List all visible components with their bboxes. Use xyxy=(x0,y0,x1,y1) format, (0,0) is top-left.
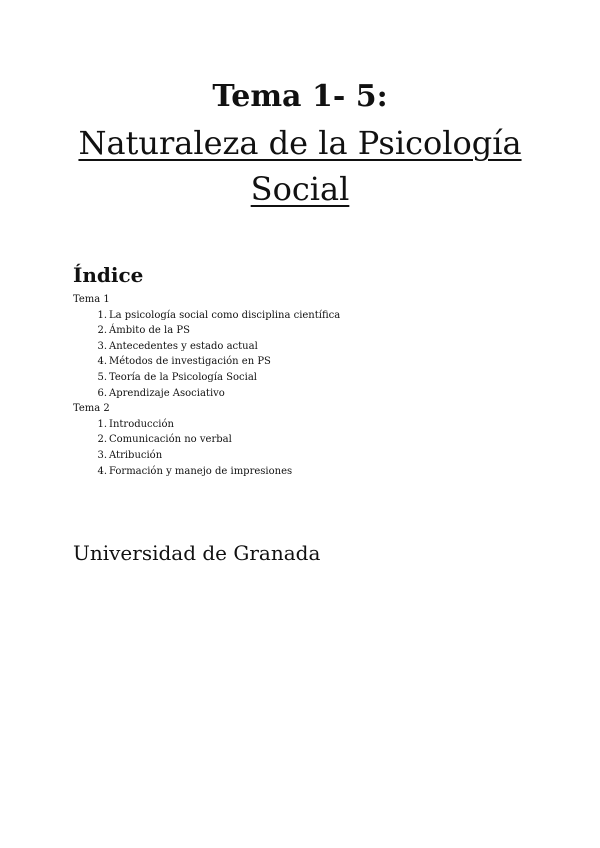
list-item xyxy=(73,323,533,339)
list-item xyxy=(73,386,533,402)
list-item xyxy=(73,308,533,324)
list-item xyxy=(73,370,533,386)
item-text: Formación y manejo de impresiones xyxy=(109,465,293,477)
table-of-contents xyxy=(73,292,533,479)
list-item xyxy=(73,448,533,464)
section-label-tema-2: Tema 2 xyxy=(73,403,110,415)
title-subtitle-line1: Naturaleza de la Psicología xyxy=(78,124,522,162)
list-item xyxy=(73,464,533,480)
item-number: 6. xyxy=(97,387,107,399)
list-item xyxy=(73,417,533,433)
item-number: 1. xyxy=(97,418,107,430)
item-text: Atribución xyxy=(109,449,163,461)
section-label-tema-1: Tema 1 xyxy=(73,294,110,305)
title-subtitle-line2: Social xyxy=(250,170,350,208)
item-number: 3. xyxy=(97,340,107,352)
item-number: 4. xyxy=(97,465,107,477)
item-number: 4. xyxy=(97,356,107,368)
title-main: Tema 1- 5: xyxy=(212,79,388,114)
index-heading: Índice xyxy=(73,263,144,287)
item-number: 3. xyxy=(97,449,107,461)
item-text: La psicología social como disciplina científica xyxy=(109,309,341,321)
item-number: 2. xyxy=(97,434,107,446)
item-number: 1. xyxy=(97,309,107,321)
section-list-tema-2 xyxy=(73,417,533,479)
item-text: Ámbito de la PS xyxy=(109,325,190,337)
item-text: Métodos de investigación en PS xyxy=(109,356,271,368)
organization-name: Universidad de Granada xyxy=(73,541,321,565)
title-block xyxy=(0,74,600,212)
item-text: Introducción xyxy=(109,418,174,430)
list-item xyxy=(73,339,533,355)
list-item xyxy=(73,432,533,448)
section-list-tema-1 xyxy=(73,308,533,402)
item-number: 5. xyxy=(97,371,107,383)
list-item xyxy=(73,354,533,370)
item-text: Antecedentes y estado actual xyxy=(109,340,258,352)
item-number: 2. xyxy=(97,325,107,337)
item-text: Teoría de la Psicología Social xyxy=(109,371,257,383)
item-text: Comunicación no verbal xyxy=(109,434,232,446)
item-text: Aprendizaje Asociativo xyxy=(109,387,225,399)
